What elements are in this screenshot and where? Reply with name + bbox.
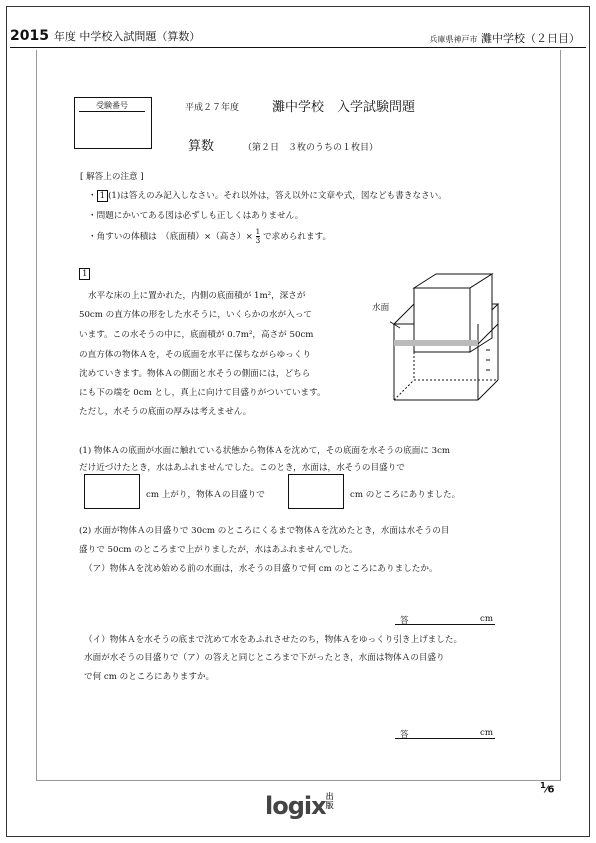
q1-answer-box-2[interactable] (288, 474, 344, 509)
q2-i: 水面が水そうの目盛りで（ア）の答えと同じところまで下がったとき，水面は物体Ａの目盛り (84, 653, 445, 663)
answer-unit-i: cm (480, 728, 493, 738)
juken-label: 受験番号 (79, 100, 145, 112)
q1-answer-box-1[interactable] (84, 474, 140, 509)
problem-line: 50cm の直方体の形をした水そうに，いくらかの水が入って (79, 310, 312, 320)
exam-title: 灘中学校 入学試験問題 (272, 100, 416, 115)
q1-mid: cm 上がり，物体Ａの目盛りで (146, 490, 265, 500)
q1-line: (1) 物体Ａの底面が水面に触れている状態から物体Ａを沈めて，その底面を水そうの底面に 3cm (79, 446, 451, 456)
note-item-3: ・角すいの体積は （底面積）×（高さ）× $\frac{1}{3}$ で求められます。 (88, 227, 332, 245)
answer-line-a[interactable] (395, 624, 495, 625)
q2-line: 盛りで 50cm のところまで上がりましたが，水はあふれませんでした。 (79, 545, 358, 555)
problem-line: います。この水そうの中に，底面積が 0.7m²，高さが 50cm (79, 330, 314, 340)
q2-a: （ア）物体Ａを沈め始める前の水面は，水そうの目盛りで何 cm のところにありましたか。 (84, 564, 438, 574)
answer-unit-a: cm (480, 614, 493, 624)
tank-figure (390, 270, 520, 405)
q1-end: cm のところにありました。 (350, 490, 461, 500)
problem-line: の直方体の物体Ａを，その底面を水平に保ちながらゆっくり (79, 350, 311, 360)
notes-heading: [ 解答上の注意 ] (80, 172, 144, 182)
fraction: $\frac{1}{3}$ (255, 227, 261, 245)
logix-logo: logix出版 (265, 792, 334, 820)
note-item-1: ・ 1 (1)は答えのみ記入しなさい。それ以外は，答え以外に文章や式，図なども書きなさい。 (88, 191, 447, 201)
subject-note: （第２日 ３枚のうちの１枚目） (243, 143, 379, 153)
page-number: $^1$⁄6 (540, 780, 555, 796)
problem-line: 水平な床の上に置かれた，内側の底面積が 1m²，深さが (88, 291, 306, 301)
note-item-2: ・問題にかいてある図は必ずしも正しくはありません。 (88, 211, 304, 221)
q2-line: (2) 水面が物体Ａの目盛りで 30cm のところにくるまで物体Ａを沈めたとき，水面は水そうの目 (79, 526, 450, 536)
subject: 算数 (188, 139, 215, 154)
era-year: 平成２７年度 (185, 103, 240, 113)
problem-line: にも下の端を 0cm とし，真上に向けて目盛りがついています。 (79, 388, 326, 398)
answer-line-i[interactable] (395, 738, 495, 739)
header-school: 兵庫県神戸市 灘中学校（２日目） (429, 32, 580, 45)
problem-number: 1 (79, 268, 90, 280)
header-year: 2015 年度 中学校入試問題（算数） (10, 28, 201, 44)
figure-label: 水面 (372, 303, 390, 313)
juken-box[interactable] (74, 97, 152, 149)
answer-label-i: 答 (400, 730, 409, 740)
problem-line: ただし，水そうの底面の厚みは考えません。 (79, 407, 252, 417)
answer-label-a: 答 (400, 616, 409, 626)
q1-line: だけ近づけたとき，水はあふれませんでした。このとき，水面は，水そうの目盛りで (79, 463, 405, 473)
problem-line: 沈めていきます。物体Ａの側面と水そうの側面には，どちら (79, 369, 311, 379)
q2-i: で何 cm のところにありますか。 (84, 672, 215, 682)
header-rule (10, 47, 586, 48)
q2-i: （イ）物体Ａを水そうの底まで沈めて水をあふれさせたのち，物体Ａをゆっくり引き上げました。 (84, 635, 463, 645)
